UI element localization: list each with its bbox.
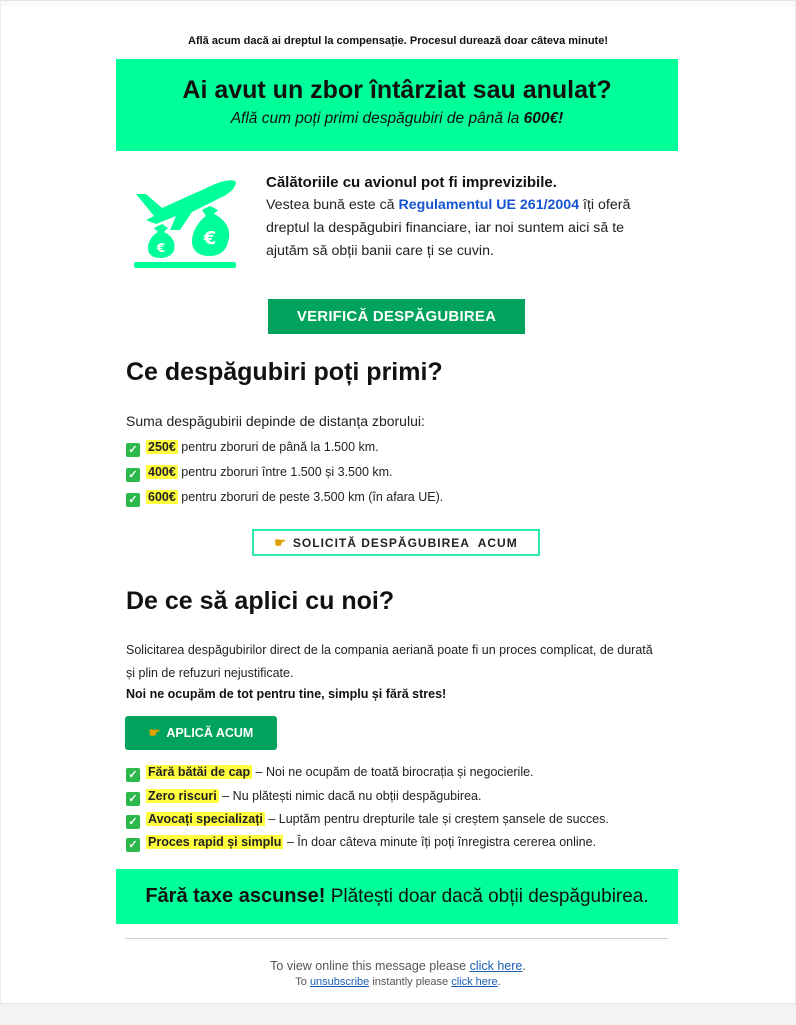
list-item-text: pentru zboruri între 1.500 și 3.500 km. bbox=[177, 465, 393, 479]
pointing-hand-icon: ☛ bbox=[274, 535, 287, 550]
band-text: Plătești doar dacă obții despăgubirea. bbox=[325, 886, 649, 907]
check-icon: ✓ bbox=[126, 792, 140, 806]
list-item bbox=[126, 812, 609, 829]
band-bold-text: Fără taxe ascunse! bbox=[145, 885, 326, 907]
amount-highlight: 250€ bbox=[148, 440, 176, 454]
apply-button-label: APLICĂ ACUM bbox=[166, 726, 254, 740]
list-item-text: – Luptăm pentru drepturile tale și creștem șansele de succes. bbox=[264, 812, 609, 826]
check-icon: ✓ bbox=[126, 493, 140, 507]
list-item bbox=[126, 765, 534, 782]
why-heading: De ce să aplici cu noi? bbox=[126, 587, 395, 615]
hero-subtitle bbox=[116, 110, 678, 128]
unsubscribe-pre: To bbox=[295, 976, 310, 988]
list-item-text: – În doar câteva minute îți poți înregistra cererea online. bbox=[283, 835, 597, 849]
unsubscribe-line bbox=[0, 976, 796, 988]
view-online-line bbox=[0, 959, 796, 973]
pointing-hand-icon: ☛ bbox=[148, 725, 161, 740]
list-item bbox=[126, 440, 379, 457]
intro-text-start: Vestea bună este că bbox=[266, 197, 399, 213]
compensation-heading: Ce despăgubiri poți primi? bbox=[126, 358, 443, 386]
check-icon: ✓ bbox=[126, 443, 140, 457]
hero-banner bbox=[116, 59, 678, 151]
svg-text:€: € bbox=[203, 228, 217, 249]
compensation-intro: Suma despăgubirii depinde de distanța zborului: bbox=[126, 413, 425, 429]
window-top-edge bbox=[0, 0, 796, 6]
check-icon: ✓ bbox=[126, 838, 140, 852]
list-item bbox=[126, 465, 393, 482]
hero-title: Ai avut un zbor întârziat sau anulat? bbox=[182, 76, 612, 104]
view-online-end: . bbox=[522, 959, 526, 973]
feature-highlight: Avocați specializați bbox=[148, 812, 263, 826]
no-hidden-fees-banner bbox=[116, 869, 678, 924]
hero-amount: 600€! bbox=[523, 110, 564, 127]
request-button-label: SOLICITĂ DESPĂGUBIREA ACUM bbox=[292, 536, 518, 550]
feature-highlight: Zero riscuri bbox=[148, 789, 217, 803]
check-icon: ✓ bbox=[126, 768, 140, 782]
view-online-link[interactable]: click here bbox=[469, 959, 523, 973]
list-item-text: – Nu plătești nimic dacă nu obții despăgubirea. bbox=[218, 789, 482, 803]
unsubscribe-link[interactable]: unsubscribe bbox=[309, 976, 370, 988]
check-icon: ✓ bbox=[126, 815, 140, 829]
intro-text-end: îți oferă dreptul la despăgubiri financiare, iar noi suntem aici să te ajutăm să obții banii care ți se cuvin. bbox=[266, 197, 631, 259]
footer-divider bbox=[125, 938, 668, 939]
check-icon: ✓ bbox=[126, 468, 140, 482]
plane-money-icon bbox=[132, 172, 240, 272]
view-online-text: To view online this message please bbox=[270, 959, 470, 973]
feature-highlight: Proces rapid și simplu bbox=[148, 835, 282, 849]
regulation-link[interactable]: Regulamentul UE 261/2004 bbox=[398, 197, 580, 213]
amount-highlight: 600€ bbox=[148, 490, 176, 504]
unsubscribe-click-here-link[interactable]: click here bbox=[451, 976, 498, 988]
list-item-text: – Noi ne ocupăm de toată birocrația și negocierile. bbox=[252, 765, 534, 779]
list-item-text: pentru zboruri de până la 1.500 km. bbox=[177, 440, 379, 454]
intro-lead: Călătoriile cu avionul pot fi imprevizibile. bbox=[266, 174, 557, 191]
feature-highlight: Fără bătăi de cap bbox=[148, 765, 251, 779]
list-item-text: pentru zboruri de peste 3.500 km (în afara UE). bbox=[177, 490, 444, 504]
window-left-edge bbox=[0, 0, 1, 1024]
preheader-text: Află acum dacă ai dreptul la compensație. Procesul durează doar câteva minute! bbox=[188, 35, 608, 47]
why-paragraph: Solicitarea despăgubirilor direct de la compania aeriană poate fi un proces complicat, de durată și plin de refuzuri nejustificate. bbox=[126, 643, 653, 680]
intro-paragraph bbox=[266, 171, 666, 263]
apply-now-button[interactable] bbox=[125, 716, 277, 750]
unsubscribe-end: . bbox=[497, 976, 501, 988]
amount-highlight: 400€ bbox=[148, 465, 176, 479]
verify-compensation-button[interactable]: VERIFICĂ DESPĂGUBIREA bbox=[268, 299, 525, 334]
list-item bbox=[126, 835, 596, 852]
list-item bbox=[126, 490, 443, 507]
list-item bbox=[126, 789, 481, 806]
window-bottom-bar bbox=[0, 1003, 796, 1025]
svg-text:€: € bbox=[156, 241, 166, 255]
hero-subtitle-text: Află cum poți primi despăgubiri de până la bbox=[230, 110, 524, 127]
request-compensation-button[interactable] bbox=[252, 529, 540, 556]
why-bold-line: Noi ne ocupăm de tot pentru tine, simplu și fără stres! bbox=[126, 687, 447, 701]
unsubscribe-mid: instantly please bbox=[369, 976, 452, 988]
